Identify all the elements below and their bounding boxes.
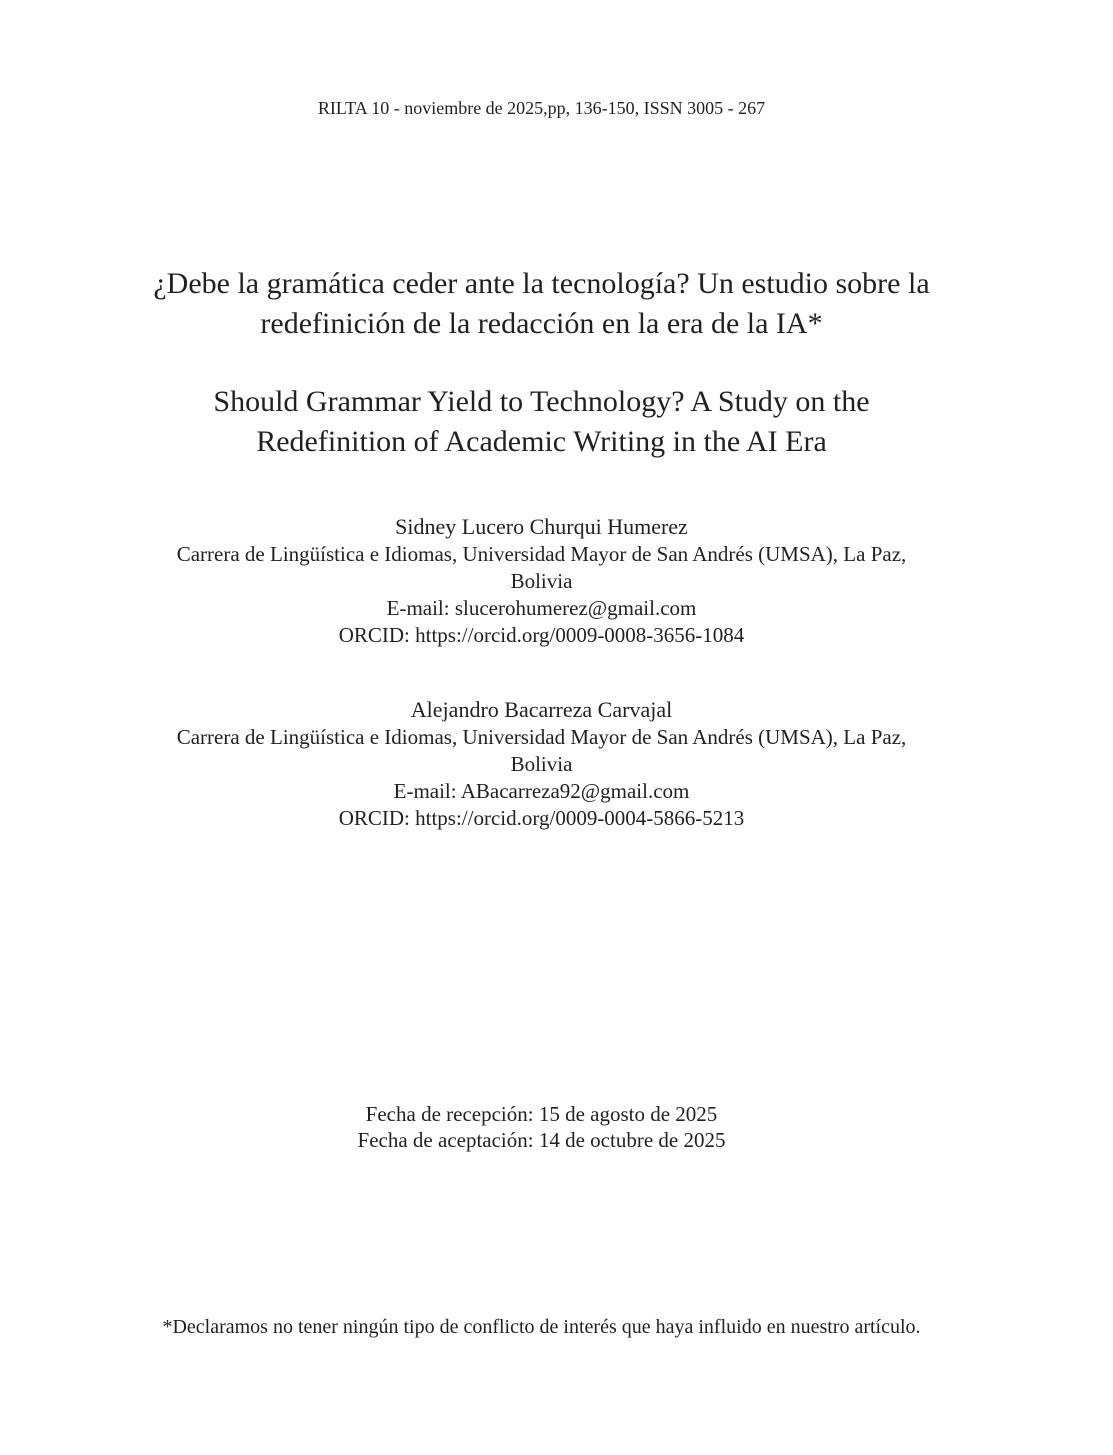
title-english-line-1: Should Grammar Yield to Technology? A Study on the <box>213 385 870 418</box>
author-email[interactable]: E-mail: ABacarreza92@gmail.com <box>393 779 690 803</box>
author-affiliation: Carrera de Lingüística e Idiomas, Universidad Mayor de San Andrés (UMSA), La Paz, <box>176 542 907 566</box>
author-block-1 <box>60 513 1023 649</box>
title-spanish-line-1: ¿Debe la gramática ceder ante la tecnología? Un estudio sobre la <box>153 267 930 300</box>
conflict-of-interest-footnote: *Declaramos no tener ningún tipo de conflicto de interés que haya influido en nuestro artículo. <box>162 1316 921 1338</box>
title-spanish-line-2: redefinición de la redacción en la era de la IA* <box>260 307 823 340</box>
author-orcid[interactable]: ORCID: https://orcid.org/0009-0004-5866-5213 <box>338 806 745 830</box>
title-english-line-2: Redefinition of Academic Writing in the AI Era <box>256 425 827 458</box>
title-spanish <box>60 264 1023 344</box>
accepted-date: Fecha de aceptación: 14 de octubre de 2025 <box>357 1128 726 1152</box>
author-name: Alejandro Bacarreza Carvajal <box>410 697 673 722</box>
received-date: Fecha de recepción: 15 de agosto de 2025 <box>365 1102 718 1126</box>
author-orcid[interactable]: ORCID: https://orcid.org/0009-0008-3656-1084 <box>338 623 745 647</box>
author-affiliation: Carrera de Lingüística e Idiomas, Universidad Mayor de San Andrés (UMSA), La Paz, <box>176 725 907 749</box>
author-block-2 <box>60 696 1023 832</box>
author-affiliation-country: Bolivia <box>510 569 573 593</box>
title-english <box>60 382 1023 462</box>
submission-dates <box>60 1101 1023 1153</box>
author-name: Sidney Lucero Churqui Humerez <box>395 514 688 539</box>
author-email[interactable]: E-mail: slucerohumerez@gmail.com <box>386 596 697 620</box>
author-affiliation-country: Bolivia <box>510 752 573 776</box>
running-header: RILTA 10 - noviembre de 2025,pp, 136-150, ISSN 3005 - 267 <box>317 98 766 118</box>
